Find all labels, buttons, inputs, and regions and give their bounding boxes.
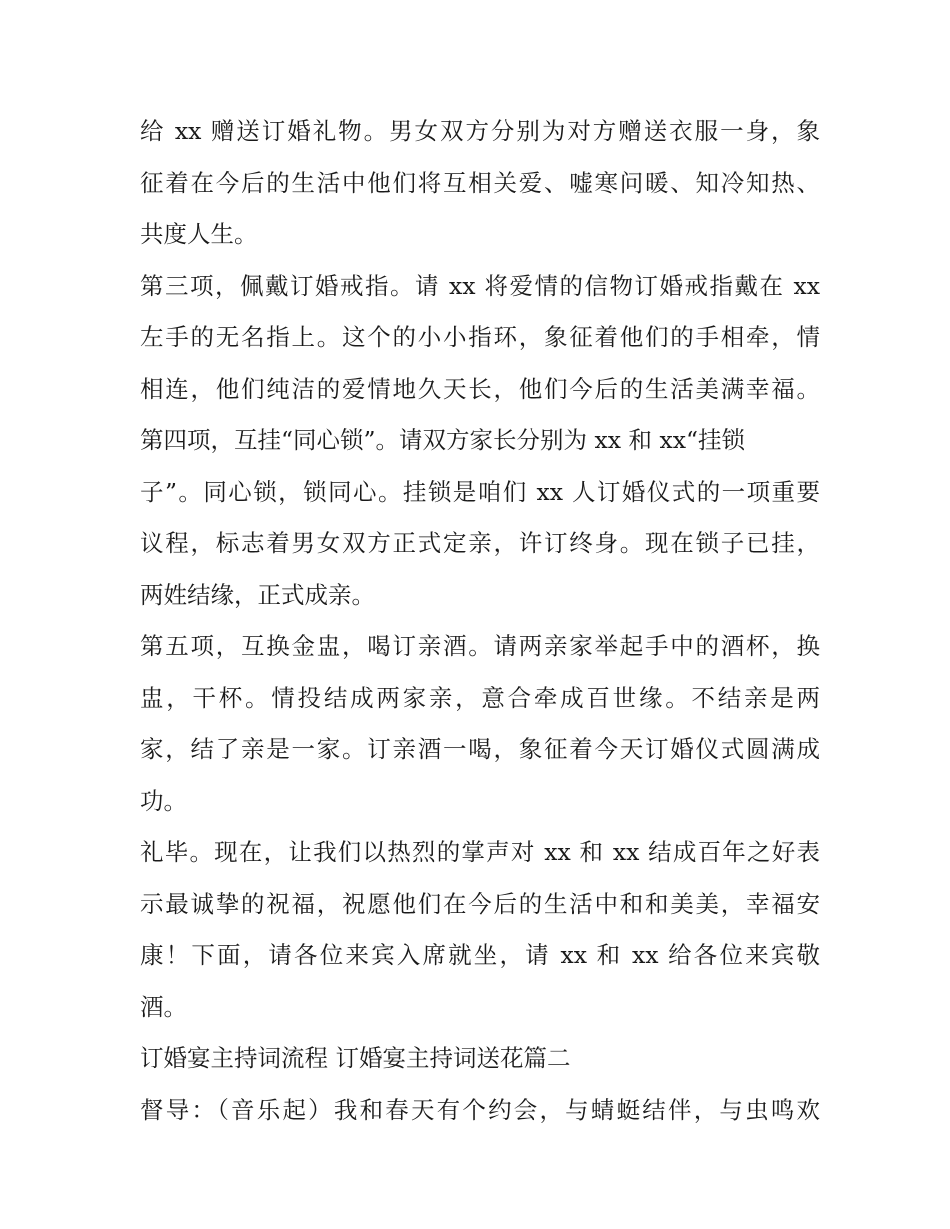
text-line: 第四项，互挂“同心锁”。请双方家长分别为 xx 和 xx“挂锁	[140, 426, 745, 454]
text-line: 子”。同心锁，锁同心。挂锁是咱们 xx 人订婚仪式的一项重要	[140, 477, 820, 506]
text-line: 功。	[140, 786, 187, 815]
text-line: 共度人生。	[140, 220, 258, 248]
text-line: 相连，他们纯洁的爱情地久天长，他们今后的生活美满幸福。	[140, 374, 820, 403]
text-line: 家，结了亲是一家。订亲酒一喝，象征着今天订婚仪式圆满成	[140, 735, 820, 763]
document-body	[140, 106, 820, 1136]
text-line: 第五项，互换金盅，喝订亲酒。请两亲家举起手中的酒杯，换	[140, 632, 820, 660]
text-line: 礼毕。现在，让我们以热烈的掌声对 xx 和 xx 结成百年之好表	[140, 838, 820, 866]
text-line: 酒。	[140, 992, 187, 1021]
text-line: 给 xx 赠送订婚礼物。男女双方分别为对方赠送衣服一身，象	[140, 117, 820, 145]
text-line: 两姓结缘，正式成亲。	[140, 580, 375, 609]
section-heading: 订婚宴主持词流程 订婚宴主持词送花篇二	[140, 1044, 571, 1072]
text-line: 督导：（音乐起）我和春天有个约会，与蜻蜓结伴，与虫鸣欢	[140, 1095, 820, 1124]
text-line: 盅，干杯。情投结成两家亲，意合牵成百世缘。不结亲是两	[140, 683, 820, 712]
text-line: 征着在今后的生活中他们将互相关爱、嘘寒问暖、知冷知热、	[140, 168, 820, 197]
text-line: 第三项，佩戴订婚戒指。请 xx 将爱情的信物订婚戒指戴在 xx	[140, 271, 820, 300]
text-line: 左手的无名指上。这个的小小指环，象征着他们的手相牵，情	[140, 323, 820, 351]
text-line: 示最诚挚的祝福，祝愿他们在今后的生活中和和美美，幸福安	[140, 889, 820, 918]
text-line: 康！下面，请各位来宾入席就坐，请 xx 和 xx 给各位来宾敬	[140, 941, 820, 969]
text-line: 议程，标志着男女双方正式定亲，许订终身。现在锁子已挂，	[140, 529, 820, 557]
